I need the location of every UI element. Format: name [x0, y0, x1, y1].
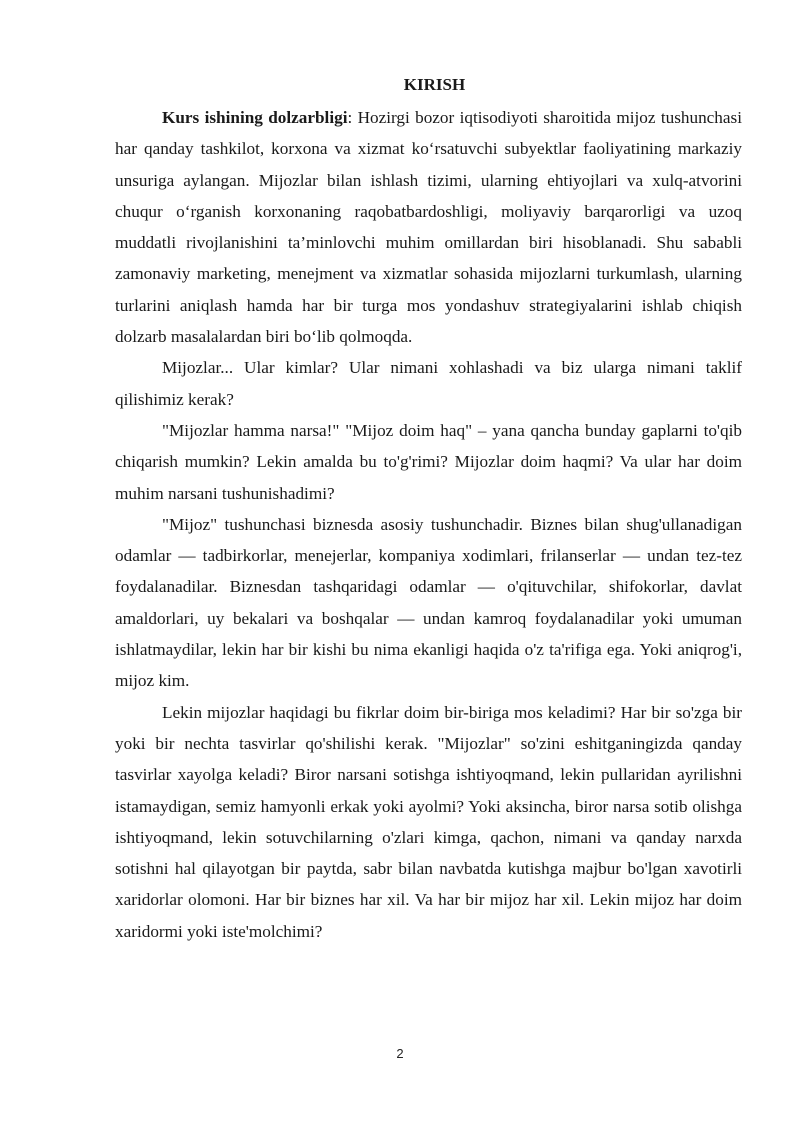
paragraph-definition: "Mijoz" tushunchasi biznesda asosiy tushunchadir. Biznes bilan shug'ullanadigan odamlar — tadbirkorlar, menejerlar, kompaniya xodimlari, frilanserlar — undan tez-tez foydalanadilar. Biznesdan tashqaridagi odamlar — o'qituvchilar, shifokorlar, davlat amaldorlari, uy bekalari va boshqalar — undan kamroq foydalanadilar yoki umuman ishlatmaydilar, lekin har bir kishi bu nima ekanligi haqida o'z ta'rifiga ega. Yoki aniqrog'i, mijoz kim. [115, 514, 742, 691]
paragraph-quotes: "Mijozlar hamma narsa!" "Mijoz doim haq" – yana qancha bunday gaplarni to'qib chiqarish mumkin? Lekin amalda bu to'g'rimi? Mijozlar doim haqmi? Va ular har doim muhim narsani tushunishadimi? [115, 420, 742, 503]
page-number: 2 [396, 1046, 404, 1061]
paragraph-images: Lekin mijozlar haqidagi bu fikrlar doim bir-biriga mos keladimi? Har bir so'zga bir yoki bir nechta tasvirlar qo'shilishi kerak. "Mijozlar" so'zini eshitganingizda qanday tasvirlar xayolga keladi? Biror narsani sotishga ishtiyoqmand, lekin pullaridan ayrilishni istamaydigan, semiz hamyonli erkak yoki ayolmi? Yoki aksincha, biror narsa sotib olishga ishtiyoqmand, lekin sotuvchilarning o'zlari kimga, qachon, nimani va qanday narxda sotishni hal qilayotgan bir paytda, sabr bilan navbatda kutishga majbur bo'lgan xavotirli xaridorlar olomoni. Har bir biznes har xil. Va har bir mijoz har xil. Lekin mijoz har doim xaridormi yoki iste'molchimi? [115, 702, 742, 941]
paragraph-lead: Kurs ishining dolzarbligi [162, 108, 348, 127]
paragraph-questions: Mijozlar... Ular kimlar? Ular nimani xohlashadi va biz ularga nimani taklif qilishimiz kerak? [115, 358, 742, 409]
document-page [115, 74, 742, 947]
paragraph-text: : Hozirgi bozor iqtisodiyoti sharoitida mijoz tushunchasi har qanday tashkilot, korxona va xizmat ko‘rsatuvchi subyektlar faoliyatining markaziy unsuriga aylangan. Mijozlar bilan ishlash tizimi, ularning ehtiyojlari va xulq-atvorini chuqur o‘rganish korxonaning raqobatbardoshligi, moliyaviy barqarorligi va uzoq muddatli rivojlanishini ta’minlovchi muhim omillardan biri hisoblanadi. Shu sababli zamonaviy marketing, menejment va xizmatlar sohasida mijozlarni turkumlash, ularning turlarini aniqlash hamda har bir turga mos yondashuv strategiyalarini ishlab chiqish dolzarb masalalardan biri bo‘lib qolmoqda. [115, 108, 742, 347]
paragraph-relevance [115, 102, 742, 352]
page-title: KIRISH [403, 75, 466, 94]
